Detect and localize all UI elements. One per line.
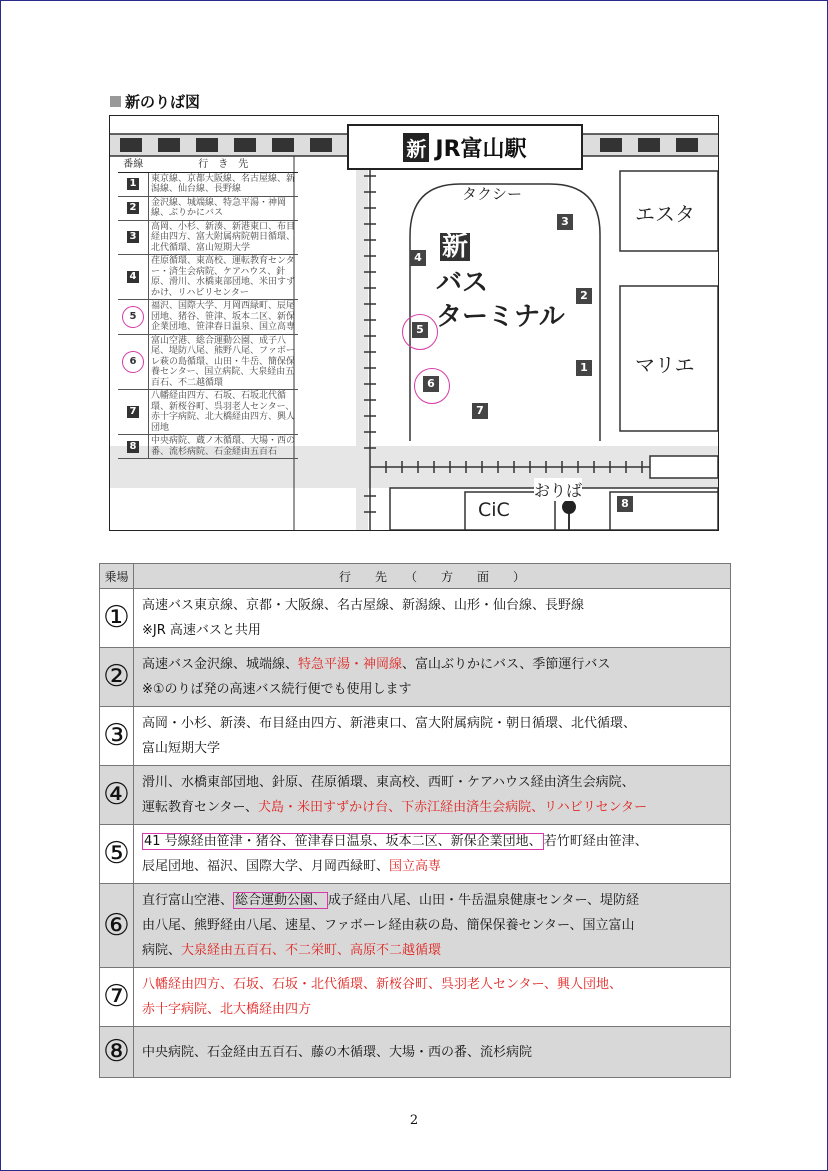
legend-row: 2 金沢線、城端線、特急平湯・神岡線、ぶりかにバス <box>118 196 298 220</box>
legend-row: 1 東京線、京都大阪線、名古屋線、新潟線、仙台線、長野線 <box>118 172 298 196</box>
cic-label: CiC <box>478 499 510 521</box>
table-row: ① 高速バス東京線、京都・大阪線、名古屋線、新潟線、山形・仙台線、長野線 ※JR 高速バスと共用 <box>100 589 731 648</box>
destination-table <box>99 563 731 1078</box>
jr-toyama-station: 新 JR富山駅 <box>347 124 583 170</box>
terminal-label-2: ターミナル <box>436 302 565 332</box>
table-row: ⑦ 八幡経由四方、石坂、石坂・北代循環、新桜谷町、呉羽老人センター、興人団地、 赤十字病院、北大橋経由四方 <box>100 968 731 1027</box>
legend-row: 6 富山空港、総合運動公園、成子八尾、堤防八尾、熊野八尾、ファボーレ萩の島循環、山田・牛岳、簡保保養センター、国立病院、大泉経由五百石、不二越循環 <box>118 334 298 390</box>
legend-header: 番線 行 き 先 <box>118 159 298 172</box>
stop-6: 6 <box>423 376 439 392</box>
stop-8: 8 <box>617 496 633 512</box>
legend-row: 7 八幡経由四方、石坂、石坂北代循環、新桜谷町、呉羽老人センター、赤十字病院、北大橋経由四方、興人団地 <box>118 390 298 435</box>
stop-3: 3 <box>557 214 573 230</box>
stop-4: 4 <box>410 250 426 266</box>
highlight-ring-5 <box>402 314 438 350</box>
stop-5: 5 <box>412 322 428 338</box>
square-bullet-icon <box>110 96 121 107</box>
map-title: 新のりば図 <box>110 91 200 112</box>
stop-7: 7 <box>472 403 488 419</box>
legend-row: 3 高岡、小杉、新湊、新港東口、布目経由四方、富大附属病院朝日循環、北代循環、富山短期大学 <box>118 220 298 255</box>
table-row: ⑧ 中央病院、石金経由五百石、藤の木循環、大場・西の番、流杉病院 <box>100 1027 731 1078</box>
taxi-label: タクシー <box>462 185 523 203</box>
table-row: ③ 高岡・小杉、新湊、布目経由四方、新港東口、富大附属病院・朝日循環、北代循環、 富山短期大学 <box>100 707 731 766</box>
terminal-new-label: 新 <box>442 232 469 262</box>
table-row: ⑥ 直行富山空港、 総合運動公園、 成子経由八尾、山田・牛岳温泉健康センター、堤防経 由八尾、熊野経由八尾、速星、ファボーレ経由萩の島、簡保保養センター、国立富山 病院、大泉経由五百石、不二栄町、高原不二越循環 <box>100 884 731 968</box>
stop-1: 1 <box>576 360 592 376</box>
terminal-label-1: バス <box>436 268 489 298</box>
marie-label: マリエ <box>635 353 695 377</box>
table-row: ④ 滑川、水橋東部団地、針原、荏原循環、東高校、西町・ケアハウス経由済生会病院、 運転教育センター、犬島・米田すずかけ台、下赤江経由済生会病院、リハビリセンター <box>100 766 731 825</box>
map-legend <box>118 159 298 459</box>
highlight-ring-6 <box>414 368 450 404</box>
bus-stop-map <box>109 115 719 531</box>
table-row: ⑤ 41 号線経由笹津・猪谷、笹津春日温泉、坂本二区、新保企業団地、 若竹町経由笹津、 辰尾団地、福沢、国際大学、月岡西緑町、国立高専 <box>100 825 731 884</box>
table-row: ② 高速バス金沢線、城端線、特急平湯・神岡線、富山ぶりかにバス、季節運行バス ※①のりば発の高速バス続行便でも使用します <box>100 648 731 707</box>
legend-row: 5 福沢、国際大学、月岡西緑町、辰尾団地、猪谷、笹津、坂本二区、新保企業団地、笹津春日温泉、国立高専 <box>118 300 298 335</box>
esta-label: エスタ <box>635 202 695 226</box>
page-number: 2 <box>409 1113 419 1128</box>
stop-2: 2 <box>576 288 592 304</box>
oriba-label: おりば <box>534 478 582 501</box>
table-header: 乗場 行 先 （ 方 面 ） <box>100 564 731 589</box>
legend-row: 4 荏原循環、東高校、運転教育センター・済生会病院、ケアハウス、針原、滑川、水橋東部団地、米田すずかけ、リハビリセンター <box>118 255 298 300</box>
legend-row: 8 中央病院、蔵ノ木循環、大場・西の番、流杉病院、石金経由五百石 <box>118 435 298 459</box>
